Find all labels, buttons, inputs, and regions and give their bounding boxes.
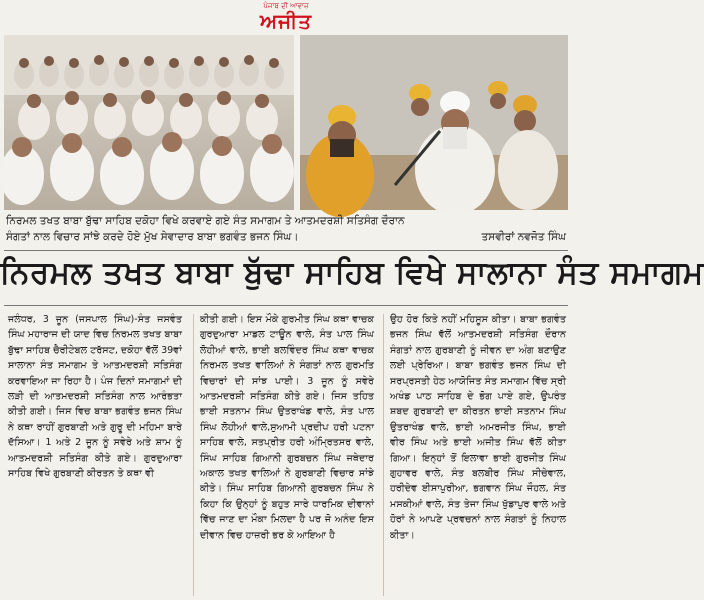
column-separator bbox=[383, 314, 384, 596]
photo-stage-speakers bbox=[300, 35, 568, 210]
masthead bbox=[0, 0, 572, 34]
article-text-col3: ਉਹ ਹੋਰ ਕਿਤੇ ਨਹੀਂ ਮਹਿਸੂਸ ਕੀਤਾ। ਬਾਬਾ ਭਗਵੰਤ ਭਜਨ ਸਿੰਘ ਵੱਲੋਂ ਆਤਮਦਰਸ਼ੀ ਸਤਿਸੰਗ ਦੌਰਾਨ ਸੰਗਤਾਂ ਨਾਲ ਗੁਰਬਾਣੀ ਨੂੰ ਜੀਵਨ ਦਾ ਅੰਗ ਬਣਾਉਣ ਲਈ ਪ੍ਰੇਰਿਆ। ਬਾਬਾ ਭਗਵੰਤ ਭਜਨ ਸਿੰਘ ਦੀ ਸਰਪ੍ਰਸਤੀ ਹੇਠ ਆਯੋਜਿਤ ਸੰਤ ਸਮਾਗਮ ਵਿੱਚ ਸ੍ਰੀ ਅਖੰਡ ਪਾਠ ਸਾਹਿਬ ਦੇ ਭੋਗ ਪਾਏ ਗਏ, ਉਪਰੰਤ ਸ਼ਬਦ ਗੁਰਬਾਣੀ ਦਾ ਕੀਰਤਨ ਭਾਈ ਸਤਨਾਮ ਸਿੰਘ ਉਤਰਾਖੰਡ ਵਾਲੇ, ਭਾਈ ਅਮਰਜੀਤ ਸਿੰਘ, ਭਾਈ ਵੀਰ ਸਿੰਘ ਅਤੇ ਭਾਈ ਅਜੀਤ ਸਿੰਘ ਵੱਲੋਂ ਕੀਤਾ ਗਿਆ। ਇਨ੍ਹਾਂ ਤੋਂ ਇਲਾਵਾ ਭਾਈ ਗੁਰਜੀਤ ਸਿੰਘ ਗੁਹਾਵਰ ਵਾਲੇ, ਸੰਤ ਬਲਬੀਰ ਸਿੰਘ ਸੀਚੇਵਾਲ, ਹਰੀਦੇਵ ਈਸਾਪੁਰੀਆ, ਭਗਵਾਨ ਸਿੰਘ ਜੌਹਲ, ਸੰਤ ਮਸਕੀਆਂ ਵਾਲੇ, ਸੰਤ ਤੇਜਾ ਸਿੰਘ ਖੁੱਡਾਪੁਰ ਵਾਲੇ ਅਤੇ ਹੋਰਾਂ ਨੇ ਆਪਣੇ ਪ੍ਰਵਚਨਾਂ ਨਾਲ ਸੰਗਤਾਂ ਨੂੰ ਨਿਹਾਲ ਕੀਤਾ। bbox=[390, 314, 566, 541]
article-column-2 bbox=[200, 312, 374, 543]
article-text-col2: ਕੀਤੀ ਗਈ। ਇਸ ਮੌਕੇ ਗੁਰਮੀਤ ਸਿੰਘ ਕਥਾ ਵਾਚਕ ਗੁਰਦੁਆਰਾ ਮਾਡਲ ਟਾਊਨ ਵਾਲੇ, ਸੰਤ ਪਾਲ ਸਿੰਘ ਲੋਹੀਆਂ ਵਾਲੇ, ਭਾਈ ਬਲਵਿੰਦਰ ਸਿੰਘ ਕਥਾ ਵਾਚਕ ਨਿਰਮਲ ਤਖਤ ਵਾਲਿਆਂ ਨੇ ਸੰਗਤਾਂ ਨਾਲ ਗੁਰਮਤਿ ਵਿਚਾਰਾਂ ਦੀ ਸਾਂਝ ਪਾਈ। 3 ਜੂਨ ਨੂੰ ਸਵੇਰੇ ਆਤਮਦਰਸ਼ੀ ਸਤਿਸੰਗ ਕੀਤੇ ਗਏ। ਜਿਸ ਤਹਿਤ ਭਾਈ ਸਤਨਾਮ ਸਿੰਘ ਉਤਰਾਖੰਡ ਵਾਲੇ, ਸੰਤ ਪਾਲ ਸਿੰਘ ਲੋਹੀਆਂ ਵਾਲੇ,ਸੁਆਮੀ ਪ੍ਰਦੀਪ ਹਰੀ ਪਟਨਾ ਸਾਹਿਬ ਵਾਲੇ, ਸਤਪ੍ਰੀਤ ਹਰੀ ਅੰਮ੍ਰਿਤਸਰ ਵਾਲੇ, ਸਿੰਘ ਸਾਹਿਬ ਗਿਆਨੀ ਗੁਰਬਚਨ ਸਿੰਘ ਜਥੇਦਾਰ ਅਕਾਲ ਤਖਤ ਵਾਲਿਆਂ ਨੇ ਗੁਰਬਾਣੀ ਵਿਚਾਰ ਸਾਂਝੇ ਕੀਤੇ। ਸਿੰਘ ਸਾਹਿਬ ਗਿਆਨੀ ਗੁਰਬਚਨ ਸਿੰਘ ਨੇ ਕਿਹਾ ਕਿ ਉਨ੍ਹਾਂ ਨੂੰ ਬਹੁਤ ਸਾਰੇ ਧਾਰਮਿਕ ਦੀਵਾਨਾਂ ਵਿੱਚ ਜਾਣ ਦਾ ਮੌਕਾ ਮਿਲਦਾ ਹੈ ਪਰ ਜੋ ਅਨੰਦ ਇਸ ਦੀਵਾਨ ਵਿਚ ਹਾਜ਼ਰੀ ਭਰ ਕੇ ਆਇਆ ਹੈ bbox=[200, 314, 374, 541]
photo-credit: ਤਸਵੀਰਾਂ ਨਵਜੋਤ ਸਿੰਘ bbox=[481, 231, 566, 243]
article-column-1 bbox=[8, 312, 182, 481]
caption-line-2 bbox=[6, 229, 566, 245]
newspaper-logo: ਅਜੀਤ bbox=[259, 9, 313, 33]
photo-caption bbox=[6, 213, 566, 245]
photo-congregation bbox=[4, 35, 294, 210]
masthead-tagline: ਪੰਜਾਬ ਦੀ ਆਵਾਜ਼ bbox=[263, 2, 309, 10]
caption-line-1: ਨਿਰਮਲ ਤਖਤ ਬਾਬਾ ਬੁੱਢਾ ਸਾਹਿਬ ਦਕੋਹਾ ਵਿਖੇ ਕਰਵਾਏ ਗਏ ਸੰਤ ਸਮਾਗਮ ਤੇ ਆਤਮਦਰਸ਼ੀ ਸਤਿਸੰਗ ਦੌਰਾਨ bbox=[6, 215, 405, 227]
divider-top bbox=[4, 250, 568, 251]
article-text-col1: ਜਲੰਧਰ, 3 ਜੂਨ (ਜਸਪਾਲ ਸਿੰਘ)-ਸੰਤ ਜਸਵੰਤ ਸਿੰਘ ਮਹਾਰਾਜ ਦੀ ਯਾਦ ਵਿਚ ਨਿਰਮਲ ਤਖਤ ਬਾਬਾ ਬੁੱਢਾ ਸਾਹਿਬ ਚੈਰੀਟੇਬਲ ਟਰੱਸਟ, ਦਕੋਹਾ ਵੱਲੋਂ 39ਵਾਂ ਸਾਲਾਨਾ ਸੰਤ ਸਮਾਗਮ ਤੇ ਆਤਮਦਰਸ਼ੀ ਸਤਿਸੰਗ ਕਰਵਾਇਆ ਜਾ ਰਿਹਾ ਹੈ। ਪੰਜ ਦਿਨਾਂ ਸਮਾਗਮਾਂ ਦੀ ਲੜੀ ਦੀ ਆਤਮਦਰਸ਼ੀ ਸਤਿਸੰਗ ਨਾਲ ਆਰੰਭਤਾ ਕੀਤੀ ਗਈ। ਜਿਸ ਵਿਚ ਬਾਬਾ ਭਗਵੰਤ ਭਜਨ ਸਿੰਘ ਨੇ ਕਥਾ ਰਾਹੀਂ ਗੁਰਬਾਣੀ ਅਤੇ ਗੁਰੂ ਦੀ ਮਹਿਮਾ ਬਾਰੇ ਦੱਸਿਆ। 1 ਅਤੇ 2 ਜੂਨ ਨੂੰ ਸਵੇਰੇ ਅਤੇ ਸ਼ਾਮ ਨੂੰ ਆਤਮਦਰਸ਼ੀ ਸਤਿਸੰਗ ਕੀਤੇ ਗਏ। ਗੁਰਦੁਆਰਾ ਸਾਹਿਬ ਵਿਖੇ ਗੁਰਬਾਣੀ ਕੀਰਤਨ ਤੇ ਕਥਾ ਵੀ bbox=[8, 314, 182, 480]
caption-line-2-text: ਸੰਗਤਾਂ ਨਾਲ ਵਿਚਾਰ ਸਾਂਝੇ ਕਰਦੇ ਹੋਏ ਮੁੱਖ ਸੇਵਾਦਾਰ ਬਾਬਾ ਭਗਵੰਤ ਭਜਨ ਸਿੰਘ। bbox=[6, 231, 299, 243]
article-column-3 bbox=[390, 312, 566, 543]
column-separator bbox=[193, 314, 194, 596]
divider-bottom bbox=[4, 305, 568, 306]
article-headline: ਨਿਰਮਲ ਤਖਤ ਬਾਬਾ ਬੁੱਢਾ ਸਾਹਿਬ ਵਿਖੇ ਸਾਲਾਨਾ ਸੰਤ ਸਮਾਗਮ bbox=[0, 255, 704, 291]
